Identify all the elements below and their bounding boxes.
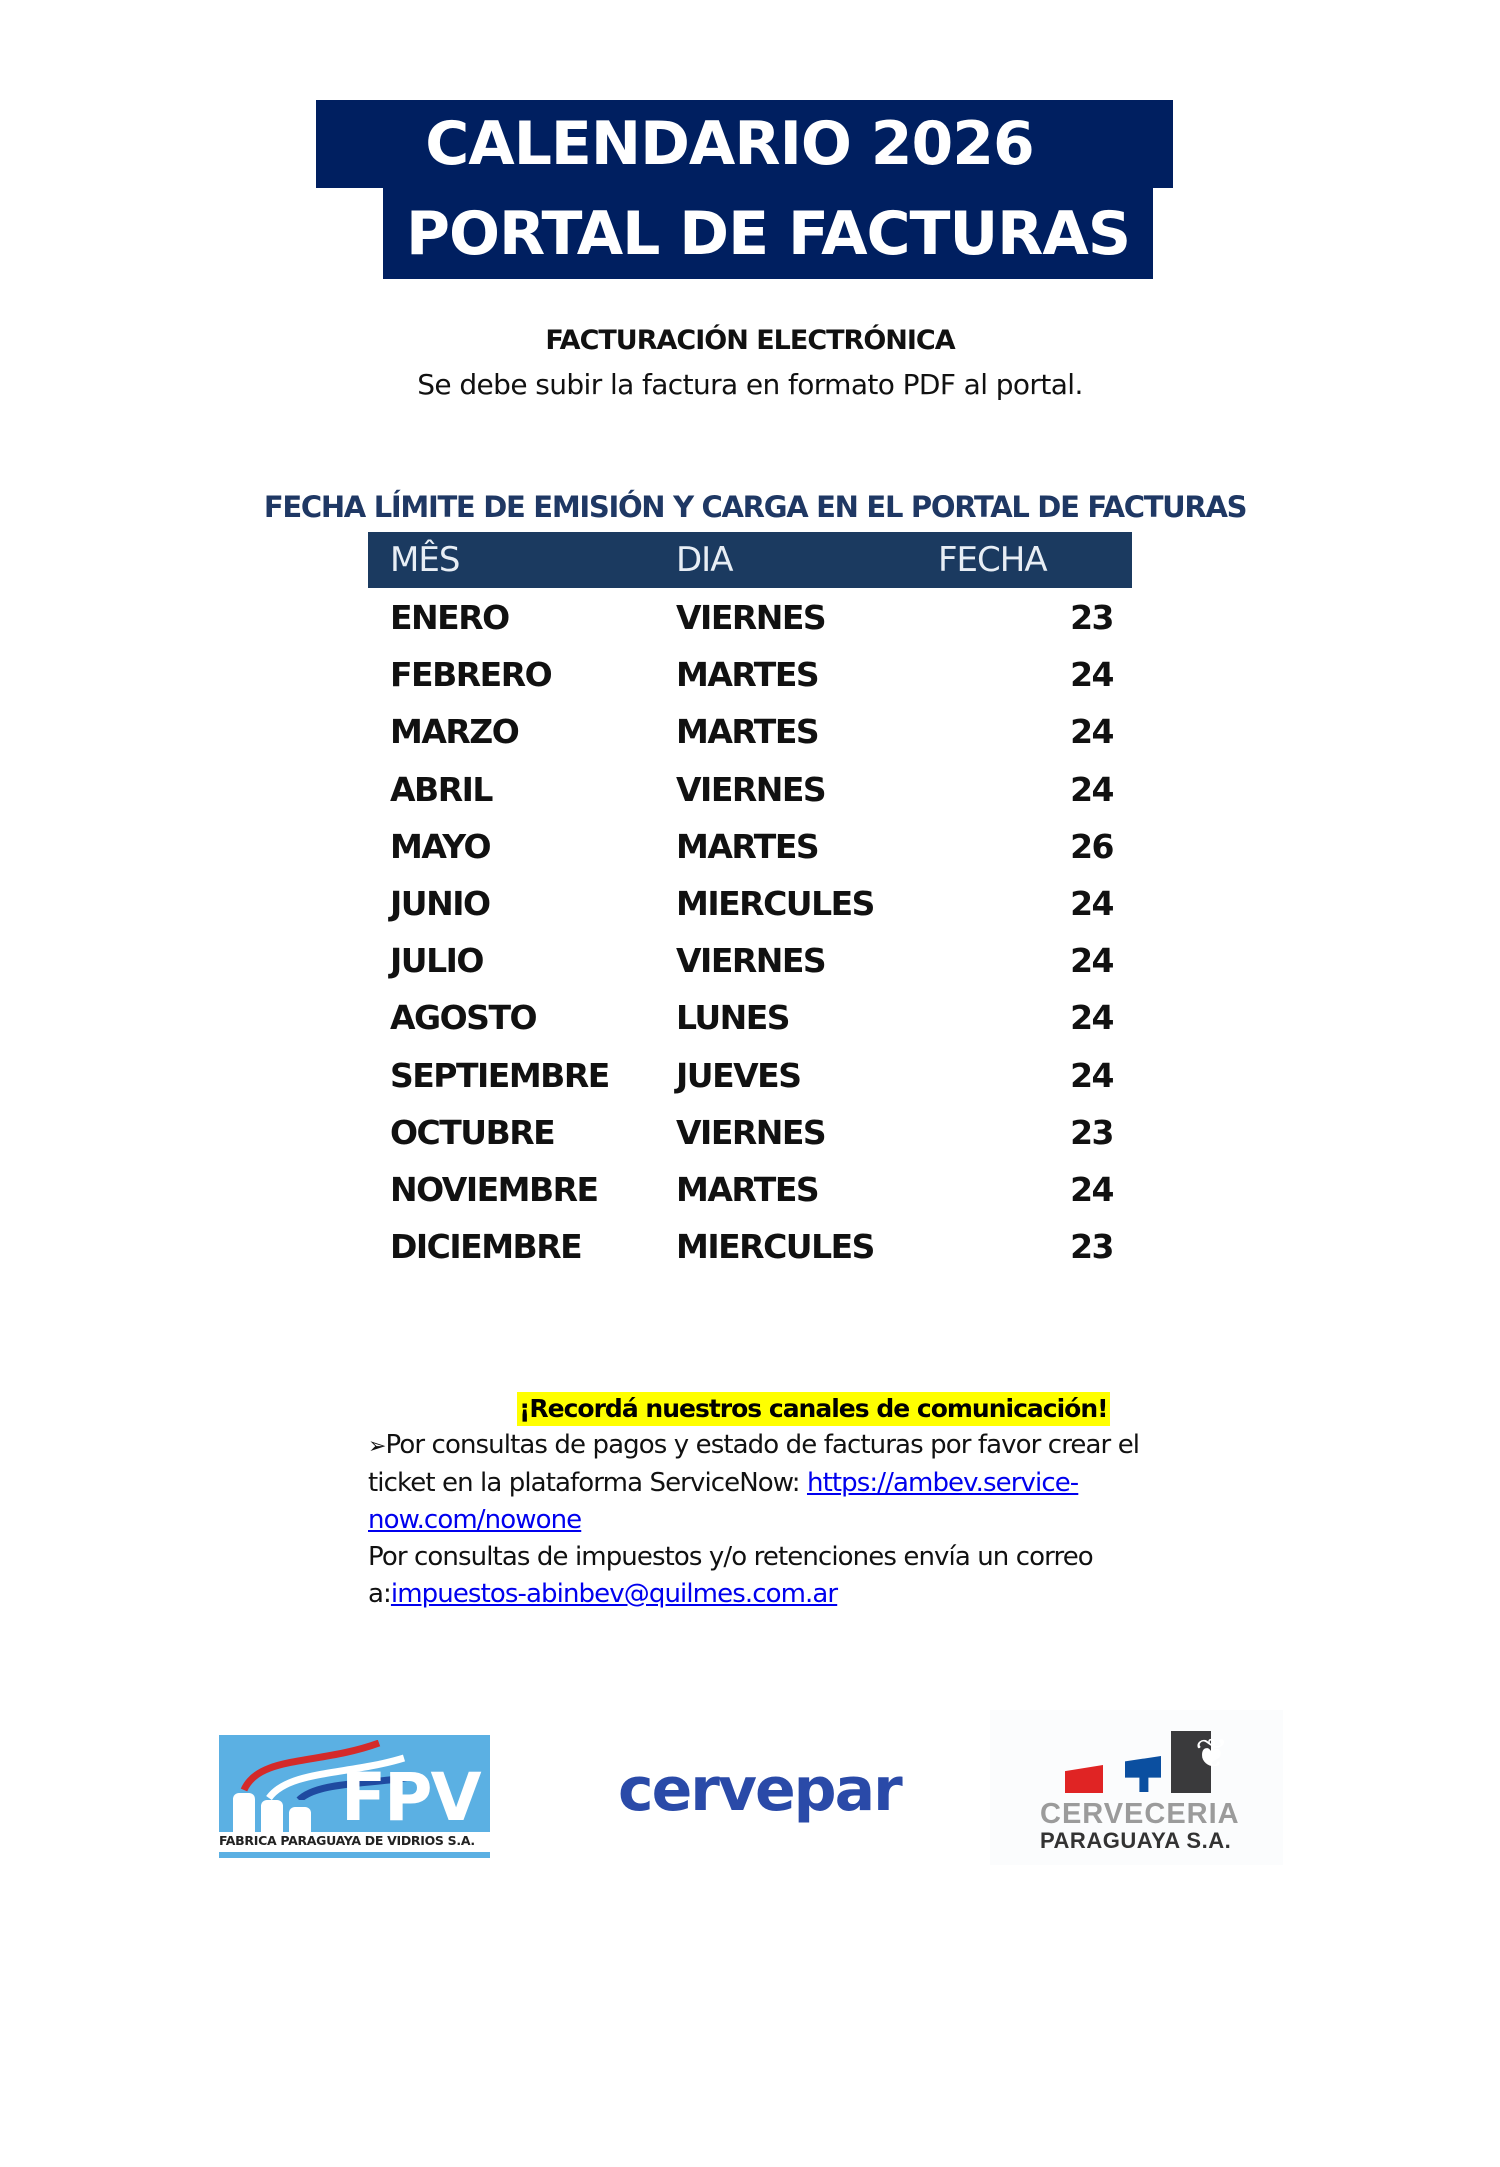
cell-dia: VIERNES (676, 1112, 826, 1152)
contact-block (368, 1427, 1148, 1613)
fpv-caption: FABRICA PARAGUAYA DE VIDRIOS S.A. (219, 1833, 475, 1848)
wheat-icon: ❦ (1195, 1732, 1229, 1776)
cell-mes: SEPTIEMBRE (390, 1055, 609, 1095)
reminder-highlight: ¡Recordá nuestros canales de comunicación! (517, 1392, 1110, 1426)
cell-dia: LUNES (676, 998, 790, 1038)
cell-fecha: 26 (1070, 826, 1113, 866)
blue-tap-icon (1125, 1756, 1161, 1792)
cell-mes: AGOSTO (390, 998, 537, 1038)
cell-mes: JULIO (390, 941, 483, 981)
table-row (368, 933, 1132, 990)
table-row (368, 704, 1132, 761)
email-link[interactable]: impuestos-abinbev@quilmes.com.ar (390, 1579, 838, 1609)
table-row (368, 876, 1132, 933)
cell-dia: MARTES (676, 826, 819, 866)
tax-instructions: Por consultas de impuestos y/o retenciones envía un correo a: (368, 1542, 1093, 1609)
cell-fecha: 24 (1070, 712, 1113, 752)
cell-dia: MIERCULES (676, 1227, 874, 1267)
cell-dia: VIERNES (676, 769, 826, 809)
fpv-underline (219, 1852, 490, 1858)
bottle-icon (233, 1793, 255, 1832)
cell-mes: MARZO (390, 712, 519, 752)
cell-mes: OCTUBRE (390, 1112, 555, 1152)
red-tap-icon (1065, 1765, 1103, 1793)
table-row (368, 762, 1132, 819)
cell-dia: MARTES (676, 1169, 819, 1209)
table-row (368, 1105, 1132, 1162)
cell-fecha: 23 (1070, 598, 1113, 637)
cell-dia: MARTES (676, 712, 819, 752)
cell-dia: MIERCULES (676, 883, 874, 923)
deadline-heading: FECHA LÍMITE DE EMISIÓN Y CARGA EN EL PORTAL DE FACTURAS (263, 490, 1247, 524)
cell-dia: MARTES (676, 655, 819, 695)
title-banner-line2 (383, 188, 1153, 279)
table-row (368, 1048, 1132, 1105)
arrow-bullet-icon: ➢ (368, 1434, 386, 1459)
cell-mes: DICIEMBRE (390, 1227, 582, 1267)
fpv-logo (219, 1735, 490, 1862)
cervepar-logo: cervepar (618, 1755, 901, 1825)
table-row (368, 819, 1132, 876)
table-row (368, 990, 1132, 1047)
column-header-fecha: FECHA (938, 540, 1047, 580)
cell-fecha: 24 (1070, 1169, 1113, 1209)
cell-dia: VIERNES (676, 941, 826, 981)
column-header-dia: DIA (676, 540, 733, 580)
table-row (368, 1219, 1132, 1276)
cell-mes: ABRIL (390, 769, 492, 809)
intro-text: Se debe subir la factura en formato PDF al portal. (417, 368, 1083, 401)
cell-mes: ENERO (390, 598, 509, 637)
column-header-mes: MÊS (390, 540, 460, 580)
cell-fecha: 23 (1070, 1112, 1113, 1152)
fpv-letters: FPV (341, 1759, 480, 1836)
page-title: CALENDARIO 2026 (425, 109, 1034, 179)
cell-fecha: 24 (1070, 998, 1113, 1038)
cell-fecha: 24 (1070, 655, 1113, 695)
table-row (368, 590, 1132, 647)
table-header (368, 532, 1132, 588)
cell-fecha: 23 (1070, 1227, 1113, 1267)
cell-fecha: 24 (1070, 769, 1113, 809)
table-row (368, 647, 1132, 704)
bottle-icon (289, 1807, 311, 1832)
cell-mes: JUNIO (390, 883, 490, 923)
cerveceria-word: CERVECERIA (1040, 1798, 1240, 1830)
title-banner-line1 (316, 100, 1173, 188)
intro-heading: FACTURACIÓN ELECTRÓNICA (545, 325, 955, 356)
page-subtitle: PORTAL DE FACTURAS (405, 198, 1131, 269)
table-row (368, 1162, 1132, 1219)
cell-dia: JUEVES (676, 1055, 801, 1095)
cell-mes: FEBRERO (390, 655, 552, 695)
cell-mes: NOVIEMBRE (390, 1169, 598, 1209)
cell-fecha: 24 (1070, 941, 1113, 981)
deadline-table (368, 590, 1132, 1276)
paraguaya-word: PARAGUAYA S.A. (1040, 1828, 1232, 1853)
cell-fecha: 24 (1070, 883, 1113, 923)
cell-fecha: 24 (1070, 1055, 1113, 1095)
cell-mes: MAYO (390, 826, 490, 866)
cell-dia: VIERNES (676, 598, 826, 637)
servicenow-link[interactable]: https://ambev.service-now.com/nowone (368, 1468, 1079, 1535)
servicenow-instructions: Por consultas de pagos y estado de facturas por favor crear el ticket en la plataforma ServiceNow: (368, 1430, 1140, 1498)
cerveceria-paraguaya-logo (990, 1710, 1283, 1865)
bottle-icon (261, 1800, 283, 1832)
